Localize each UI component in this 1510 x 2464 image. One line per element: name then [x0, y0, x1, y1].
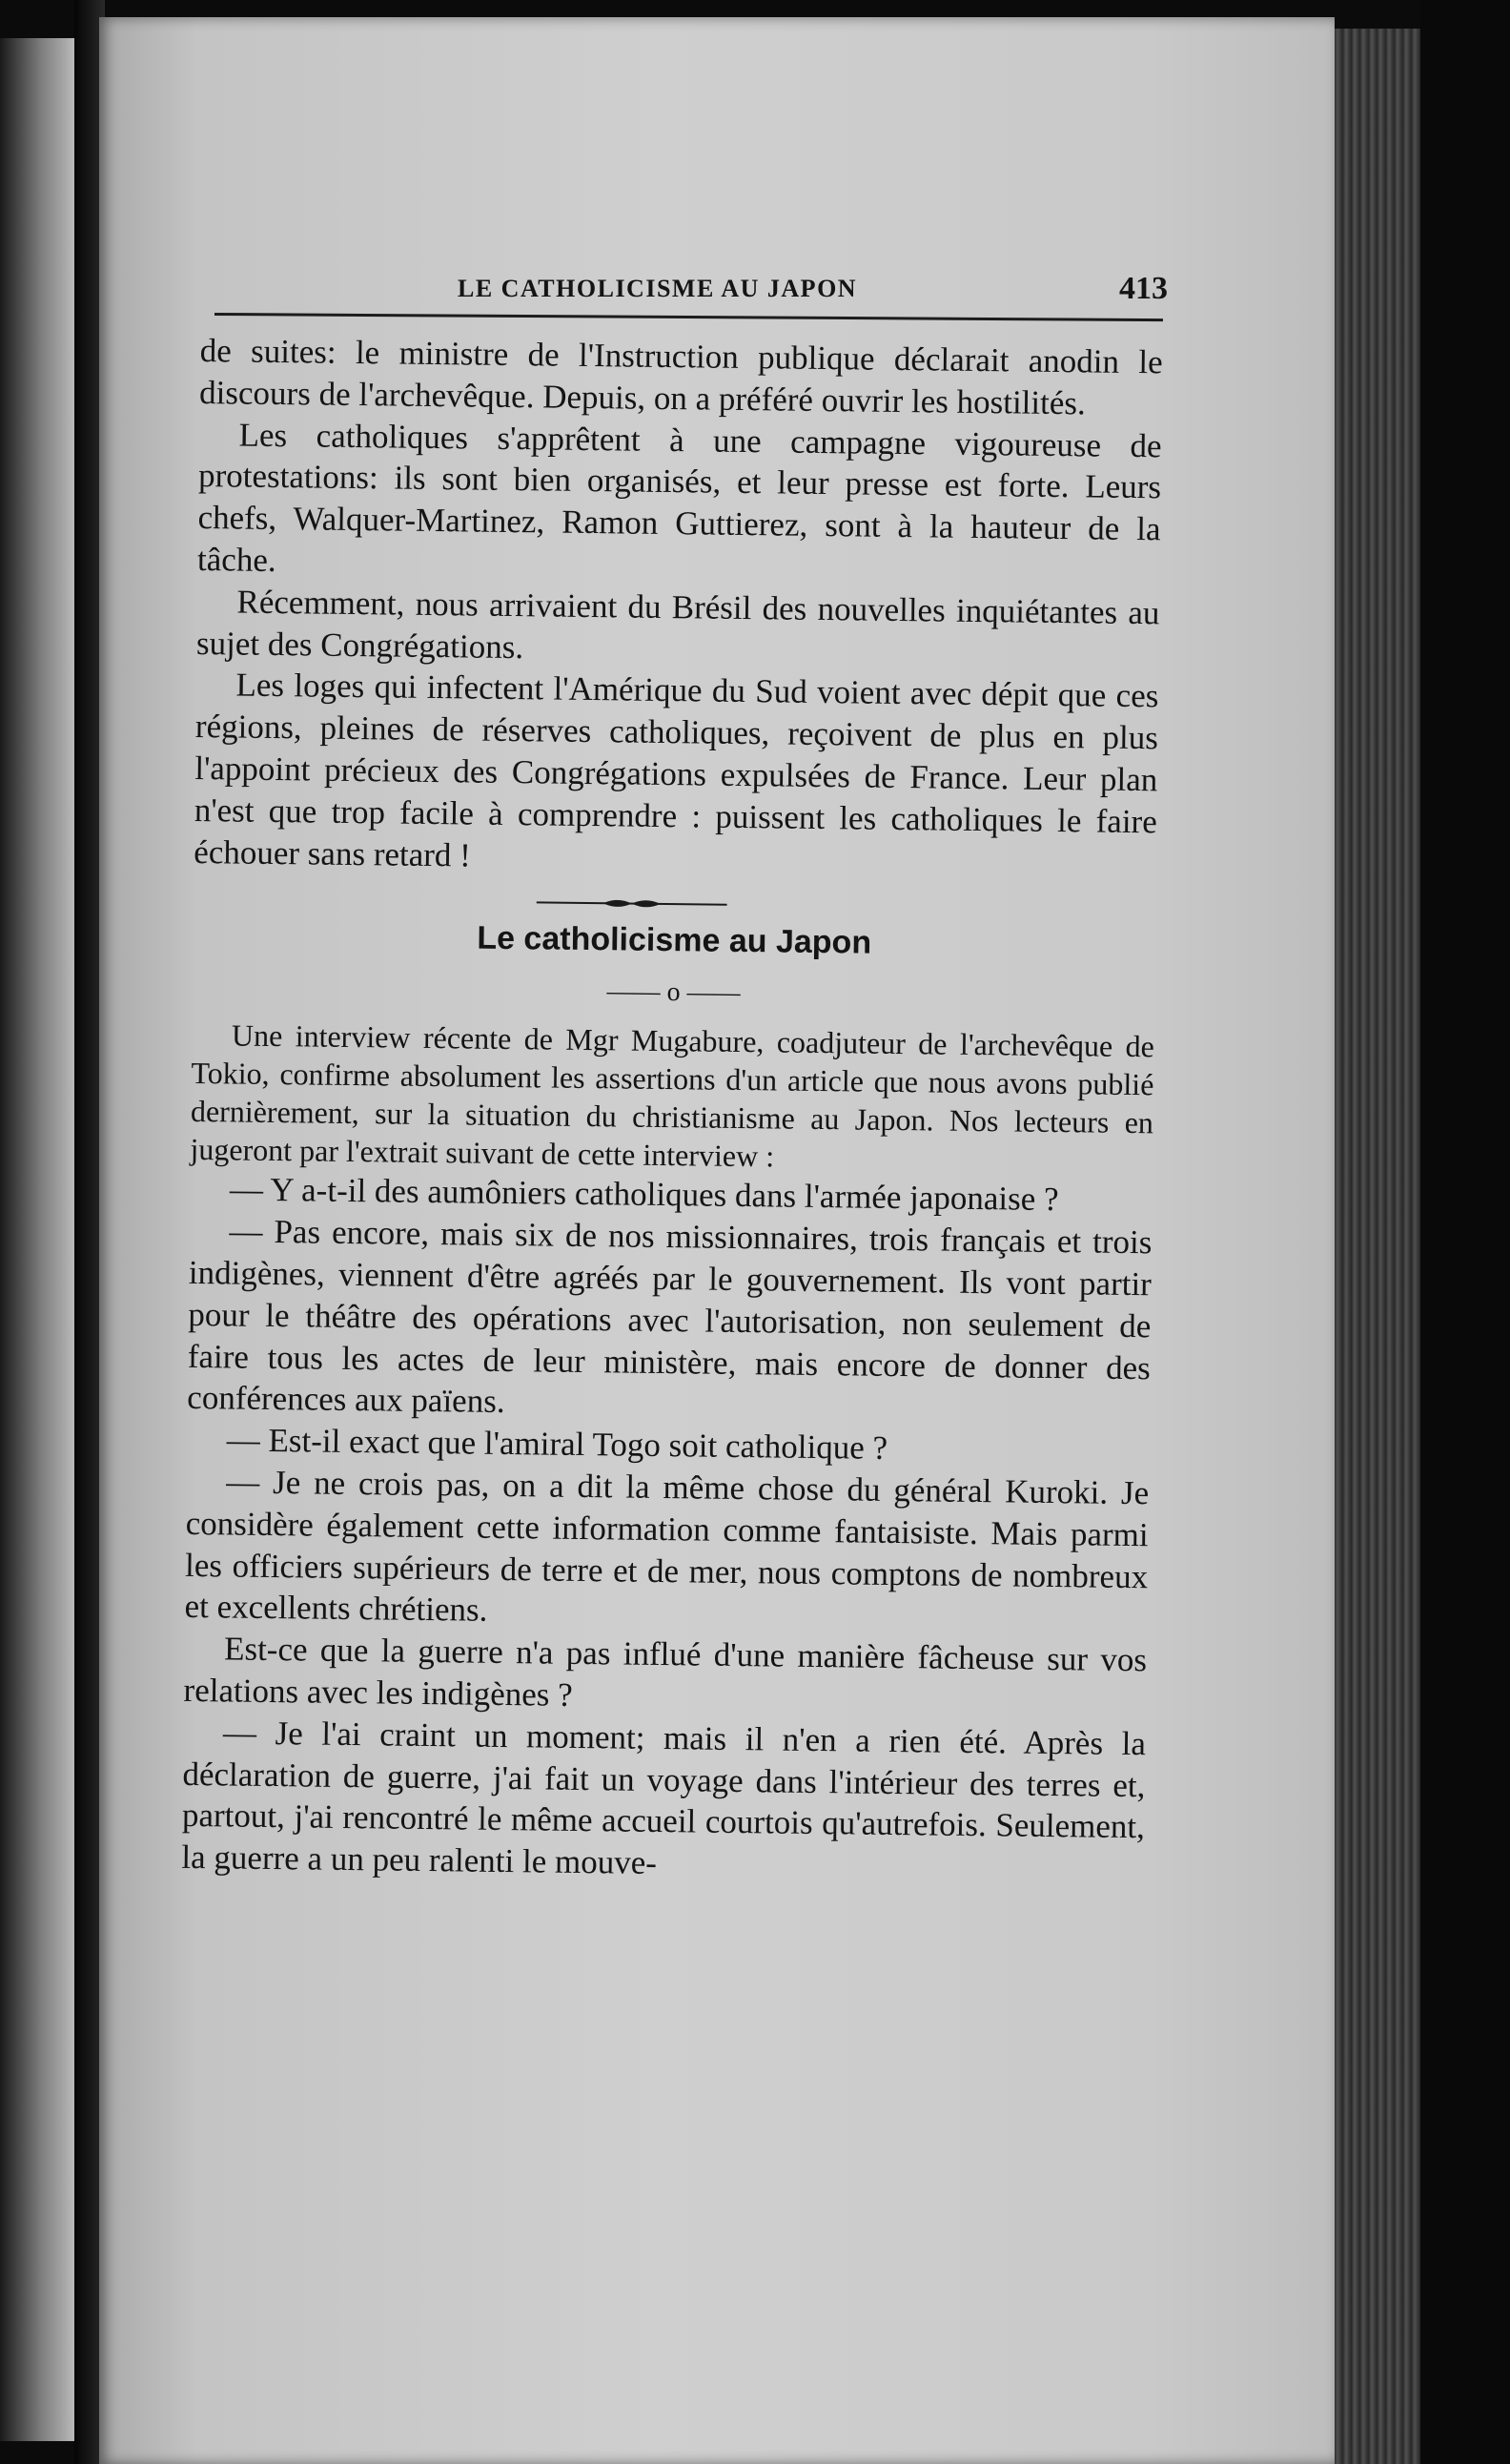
paragraph: Est-ce que la guerre n'a pas influé d'une manière fâcheuse sur vos relations avec les indigènes ? — [183, 1630, 1148, 1714]
paragraph: — Je ne crois pas, on a dit la même chose du général Kuroki. Je considère également cette information comme fantaisiste. Mais parmi les officiers supérieurs de terre et de mer, nous comptons de nombreux et excellents chrétiens. — [184, 1463, 1150, 1630]
paragraph: Les catholiques s'apprêtent à une campagne vigoureuse de protestations: ils sont bien organisés, et leur presse est forte. Leurs chefs, Walquer-Martinez, Ramon Guttierez, sont à la hauteur de la tâche. — [196, 416, 1162, 579]
section-heading: Le catholicisme au Japon — [477, 919, 872, 962]
separator: —— o —— — [606, 976, 741, 1009]
page-header — [214, 269, 1168, 307]
body-text — [181, 330, 1163, 1890]
paragraph: — Y a-t-il des aumôniers catholiques dans l'armée japonaise ? — [229, 1170, 1059, 1219]
page-number: 413 — [1119, 271, 1168, 306]
page-stack-edge — [1335, 29, 1420, 2464]
running-head: LE CATHOLICISME AU JAPON — [458, 275, 858, 302]
paragraph: — Pas encore, mais six de nos missionnaires, trois français et trois indigènes, viennent d'être agréés par le gouvernement. Ils vont partir pour le théâtre des opérations avec l'autorisation, non seulement de faire tous les actes de leur ministère, mais encore de donner des conférences aux païens. — [187, 1212, 1153, 1421]
scan-background — [1420, 0, 1510, 2464]
paragraph: — Est-il exact que l'amiral Togo soit catholique ? — [226, 1421, 888, 1468]
paragraph: — Je l'ai craint un moment; mais il n'en a rien été. Après la déclaration de guerre, j'ai fait un voyage dans l'intérieur des terres et, partout, j'ai rencontré le même accueil courtois qu'autrefois. Seulement, la guerre a un peu ralenti le mouve- — [181, 1714, 1147, 1882]
adjacent-page-edge — [0, 38, 74, 2441]
paragraph: de suites: le ministre de l'Instruction publique déclarait anodin le discours de l'archevêque. Depuis, on a préféré ouvrir les hostilités. — [198, 331, 1163, 422]
paragraph: Les loges qui infectent l'Amérique du Sud voient avec dépit que ces régions, pleines de réserves catholiques, reçoivent de plus en plus l'appoint précieux des Congrégations expulsées de France. Leur plan n'est que trop facile à comprendre : puissent les catholiques le faire échouer sans retard ! — [194, 666, 1159, 874]
ornament-icon — [537, 896, 727, 912]
paragraph: Récemment, nous arrivaient du Brésil des nouvelles inquiétantes au sujet des Congrégations. — [195, 583, 1160, 666]
intro-paragraph: Une interview récente de Mgr Mugabure, coadjuteur de l'archevêque de Tokio, confirme absolument les assertions d'un article que nous avons publié dernièrement, sur la situation du christianisme au Japon. Nos lecteurs en jugeront par l'extrait suivant de cette interview : — [190, 1017, 1155, 1174]
